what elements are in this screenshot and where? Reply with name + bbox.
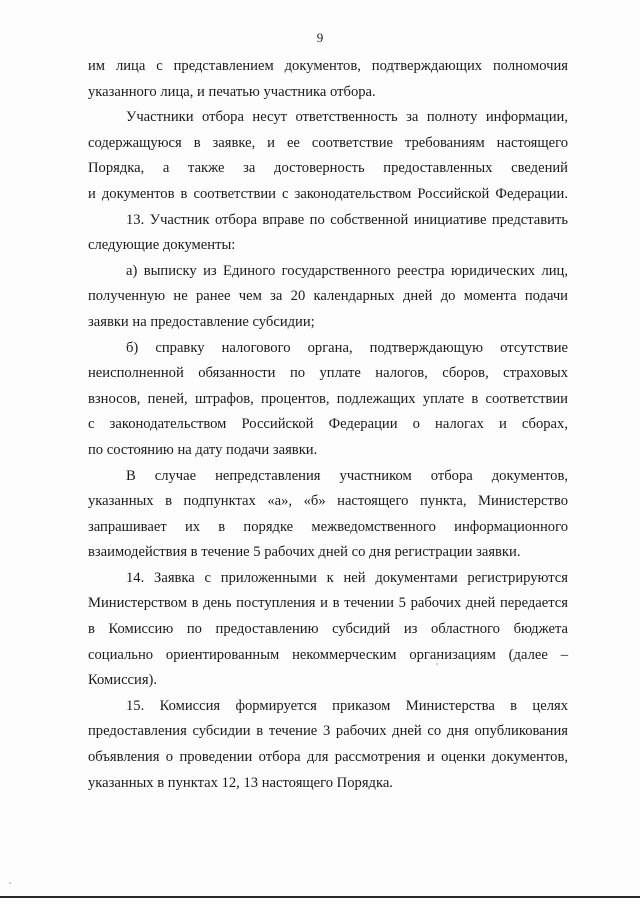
paragraph-subitem-a xyxy=(88,259,568,336)
text-line: 15. Комиссия формируется приказом Министерства в целях xyxy=(126,697,568,714)
text-line: указанных в пунктах 12, 13 настоящего Порядка. xyxy=(88,774,393,791)
paragraph-item-15 xyxy=(88,694,568,796)
scan-speck xyxy=(436,663,438,665)
text-line: указанного лица, и печатью участника отбора. xyxy=(88,83,376,100)
text-line: с законодательством Российской Федерации о налогах и сборах, xyxy=(88,416,568,433)
text-line: неисполненной обязанности по уплате налогов, сборов, страховых xyxy=(88,365,568,382)
text-line: содержащуюся в заявке, и ее соответствие требованиям настоящего xyxy=(88,134,568,151)
text-line: социально ориентированным некоммерческим организациям (далее – xyxy=(88,646,568,663)
text-line: предоставления субсидии в течение 3 рабочих дней со дня опубликования xyxy=(88,723,568,740)
text-line: б) справку налогового органа, подтверждающую отсутствие xyxy=(126,339,568,356)
text-line: в Комиссию по предоставлению субсидий из областного бюджета xyxy=(88,621,568,638)
document-body xyxy=(88,54,568,796)
paragraph-item-14 xyxy=(88,566,568,694)
paragraph-non-submission xyxy=(88,464,568,566)
bottom-scan-edge xyxy=(0,896,640,898)
text-line: 14. Заявка с приложенными к ней документами регистрируются xyxy=(126,569,568,586)
text-line: им лица с представлением документов, подтверждающих полномочия xyxy=(88,58,568,74)
text-line: по состоянию на дату подачи заявки. xyxy=(88,441,318,458)
paragraph-continuation xyxy=(88,54,568,105)
text-line: взаимодействия в течение 5 рабочих дней со дня регистрации заявки. xyxy=(88,544,521,561)
text-line: В случае непредставления участником отбора документов, xyxy=(126,467,568,484)
text-line: и документов в соответствии с законодательством Российской Федерации. xyxy=(88,185,568,202)
text-line: Порядка, а также за достоверность предоставленных сведений xyxy=(88,160,568,177)
paragraph-item-13 xyxy=(88,208,568,259)
text-line: 13. Участник отбора вправе по собственной инициативе представить xyxy=(126,211,568,228)
text-line: указанных в подпунктах «а», «б» настоящего пункта, Министерство xyxy=(88,493,568,510)
text-line: а) выписку из Единого государственного реестра юридических лиц, xyxy=(126,262,568,279)
text-line: полученную не ранее чем за 20 календарных дней до момента подачи xyxy=(88,288,568,305)
text-line: заявки на предоставление субсидии; xyxy=(88,313,315,330)
text-line: объявления о проведении отбора для рассмотрения и оценки документов, xyxy=(88,749,568,766)
paragraph-participants-responsibility xyxy=(88,105,568,207)
text-line: запрашивает их в порядке межведомственного информационного xyxy=(88,518,568,535)
page-number: 9 xyxy=(316,30,324,45)
text-line: Участники отбора несут ответственность за полноту информации, xyxy=(126,109,568,126)
text-line: Комиссия). xyxy=(88,672,158,689)
paragraph-subitem-b xyxy=(88,336,568,464)
text-line: взносов, пеней, штрафов, процентов, подлежащих уплате в соответствии xyxy=(88,390,568,407)
scan-speck xyxy=(9,882,11,884)
text-line: Министерством в день поступления и в течении 5 рабочих дней передается xyxy=(88,595,568,612)
text-line: следующие документы: xyxy=(88,237,236,254)
